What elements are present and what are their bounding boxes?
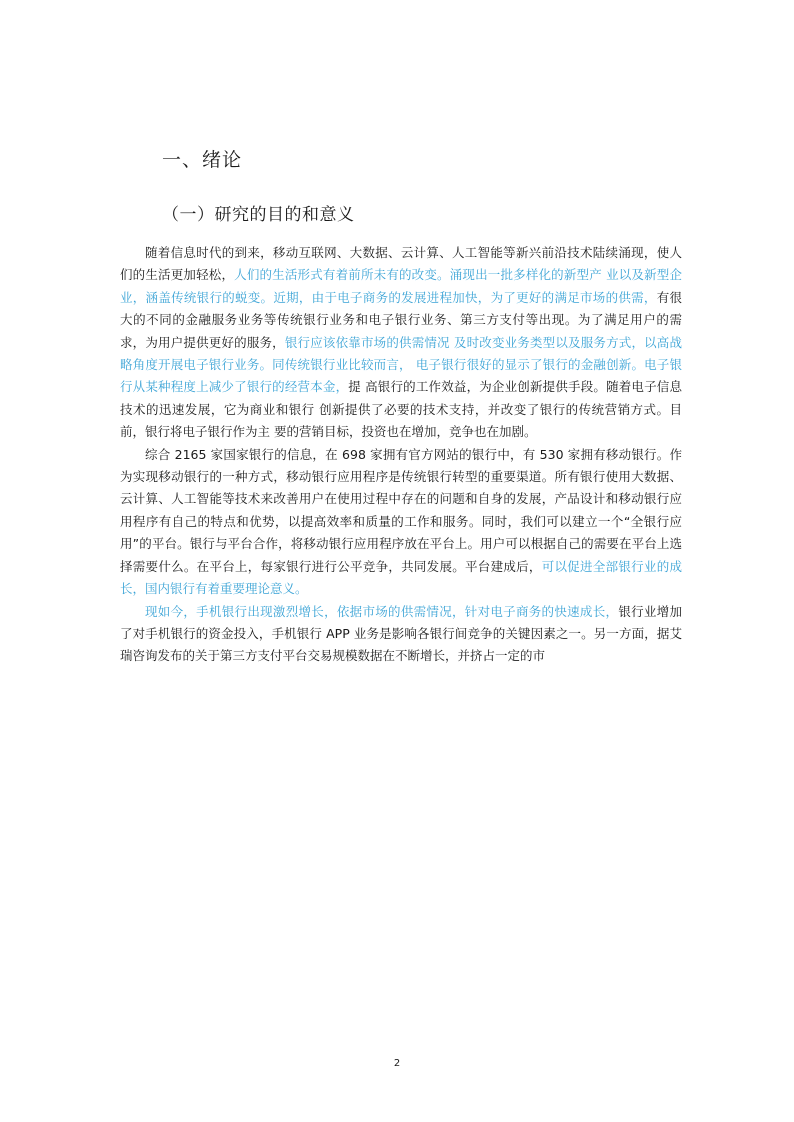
chapter-heading: 一、绪论 bbox=[162, 149, 243, 171]
paragraph-3 bbox=[120, 601, 682, 668]
paragraph-segment: 综合 2165 家国家银行的信息，在 698 家拥有官方网站的银行中，有 530 家拥有移动银行。作为实现移动银行的一种方式，移动银行应用程序是传统银行转型的重要渠道。所有银行使用大数据、云计算、人工智能等技术来改善用户在使用过程中存在的问题和自身的发展，产品设计和移动银行应用程序有自己的特点和优势，以提高效率和质量的工作和服务。同时，我们可以建立一个“全银行应用”的平台。银行与平台合作，将移动银行应用程序放在平台上。用户可以根据自己的需要在平台上选择需要什么。在平台上，每家银行进行公平竞争，共同发展。平台建成后， bbox=[120, 446, 682, 574]
highlighted-segment: 现如今，手机银行出现激烈增长，依据市场的供需情况，针对电子商务的快速成长， bbox=[145, 603, 619, 619]
highlighted-segment: 可以促进全部银行业的成长，国内银行有着重要理论意义。 bbox=[120, 558, 682, 597]
paragraph-segment: 提 高银行的工作效益，为企业创新提供手段。随着电子信息技术的迅速发展，它为商业和银行 创新提供了必要的技术支持，并改变了银行的传统营销方式。目前，银行将电子银行作为主 要的营销目标，投资也在增加，竞争也在加剧。 bbox=[120, 379, 682, 440]
section-heading: （一）研究的目的和意义 bbox=[162, 205, 355, 225]
paragraph-segment: 有很大的不同的金融服务业务等传统银行业务和电子银行业务、第三方支付等出现。为了满足用户的需求，为用户提供更好的服务， bbox=[120, 289, 682, 350]
body-text bbox=[120, 242, 682, 668]
paragraph-2 bbox=[120, 444, 682, 601]
highlighted-segment: 银行应该依靠市场的供需情况 及时改变业务类型以及服务方式，以高战略角度开展电子银行业务。同传统银行业比较而言， 电子银行很好的显示了银行的金融创新。电子银行从某种程度上减少了银行的经营本金， bbox=[120, 334, 682, 395]
paragraph-1 bbox=[120, 242, 682, 444]
paragraph-segment: 随着信息时代的到来，移动互联网、大数据、云计算、人工智能等新兴前沿技术陆续涌现，使人们的生活更加轻松， bbox=[120, 245, 682, 283]
page-number: 2 bbox=[393, 1058, 401, 1069]
paragraph-segment: 银行业增加了对手机银行的资金投入，手机银行 APP 业务是影响各银行间竞争的关键因素之一。另一方面，据艾瑞咨询发布的关于第三方支付平台交易规模数据在不断增长，并挤占一定的市 bbox=[120, 603, 682, 664]
highlighted-segment: 人们的生活形式有着前所未有的改变。涌现出一批多样化的新型产 业以及新型企业，涵盖传统银行的蜕变。近期，由于电子商务的发展进程加快，为了更好的满足市场的供需， bbox=[120, 267, 682, 305]
